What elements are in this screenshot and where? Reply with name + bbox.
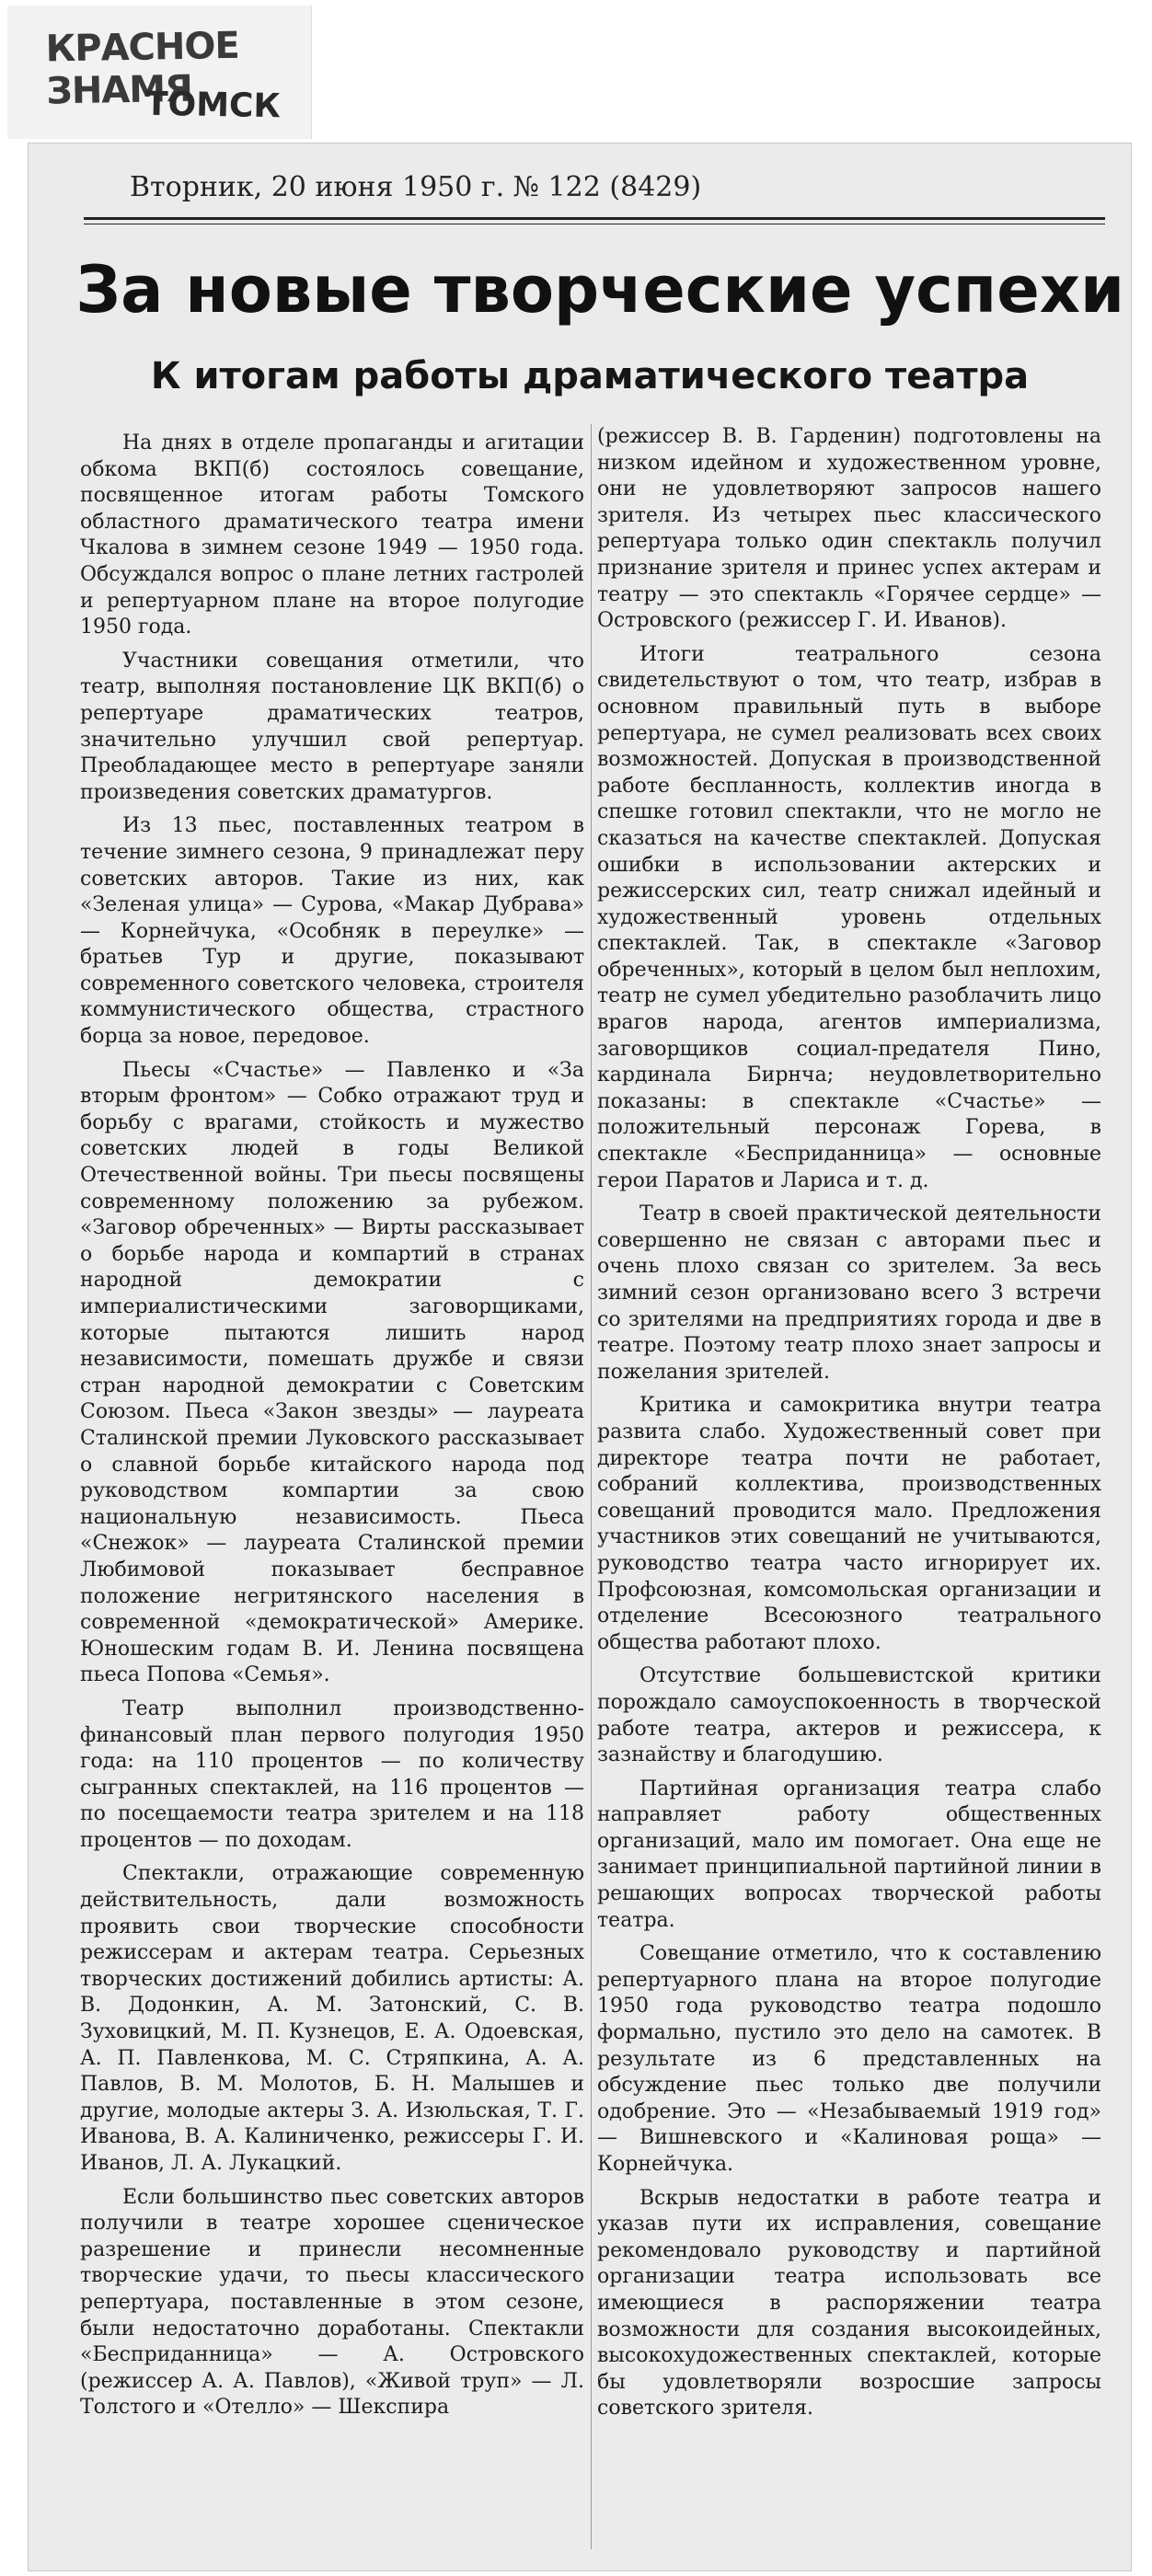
paragraph: Совещание отметило, что к составлению репертуарного плана на второе полугодие 1950 года руководство театра подошло формально, пустило это дело на самотек. В результате из 6 представленных на обсуждение пьес только две получили одобрение. Это — «Незабываемый 1919 год» — Вишневского и «Калиновая роща» — Корнейчука.: [597, 1942, 1101, 2176]
paragraph: Участники совещания отметили, что театр, выполняя постановление ЦК ВКП(б) о репертуаре драматических театров, значительно улучшил свой репертуар. Преобладающее место в репертуаре заняли произведения советских драматургов.: [80, 649, 584, 804]
paragraph: Отсутствие большевистской критики порождало самоуспокоенность в творческой работе театра, актеров и режиссера, к зазнайству и благодушию.: [597, 1664, 1101, 1767]
article-headline: За новые творческие успехи: [75, 252, 1125, 328]
paragraph: Из 13 пьес, поставленных театром в течение зимнего сезона, 9 принадлежат перу советских авторов. Такие из них, как «Зеленая улица» — Сурова, «Макар Дубрава» — Корнейчука, «Особняк в переулке» — братьев Тур и другие, показывают современного советского человека, строителя коммунистического общества, страстного борца за новое, передовое.: [80, 814, 584, 1049]
stamp-newspaper-name: КРАСНОЕ ЗНАМЯ: [45, 24, 240, 113]
newspaper-stamp: [7, 6, 312, 139]
issue-dateline: Вторник, 20 июня 1950 г. № 122 (8429): [130, 171, 702, 203]
paragraph: (режиссер В. В. Гарденин) подготовлены на низком идейном и художественном уровне, они не удовлетворяют запросов нашего зрителя. Из четырех пьес классического репертуара только один спектакль получил признание зрителя и принес успех актерам и театру — это спектакль «Горячее сердце» — Островского (режиссер Г. И. Иванов).: [597, 425, 1101, 633]
paragraph: Партийная организация театра слабо направляет работу общественных организаций, мало им помогает. Она еще не занимает принципиальной партийной линии в решающих вопросах творческой работы театра.: [597, 1777, 1101, 1932]
paragraph: Критика и самокритика внутри театра развита слабо. Художественный совет при директоре театра почти не работает, собраний коллектива, производственных совещаний проводится мало. Предложения участников этих совещаний не учитываются, руководство театра часто игнорирует их. Профсоюзная, комсомольская организации и отделение Всесоюзного театрального общества работают плохо.: [597, 1394, 1101, 1654]
newspaper-clipping: [28, 143, 1132, 2571]
paragraph: Театр выполнил производственно-финансовый план первого полугодия 1950 года: на 110 процентов — по количеству сыгранных спектаклей, на 116 процентов — по посещаемости театра зрителем и на 118 процентов — по доходам.: [80, 1696, 584, 1852]
paragraph: Театр в своей практической деятельности совершенно не связан с авторами пьес и очень плохо связан со зрителем. За весь зимний сезон организовано всего 3 встречи со зрителями на предприятиях города и две в театре. Поэтому театр плохо знает запросы и пожелания зрителей.: [597, 1202, 1101, 1384]
paragraph: Спектакли, отражающие современную действительность, дали возможность проявить свои творческие способности режиссерам и актерам театра. Серьезных творческих достижений добились артисты: А. В. Додонкин, А. М. Затонский, С. В. Зуховицкий, М. П. Кузнецов, Е. А. Одоевская, А. П. Павленкова, М. С. Стряпкина, А. А. Павлов, В. М. Молотов, Б. Н. Малышев и другие, молодые актеры З. А. Изюльская, Т. Г. Иванова, В. А. Калиниченко, режиссеры Г. И. Иванов, Л. А. Лукацкий.: [80, 1862, 584, 2175]
paragraph: Итоги театрального сезона свидетельствуют о том, что театр, избрав в основном правильный путь в выборе репертуара, не сумел реализовать всех своих возможностей. Допуская в производственной работе беспланность, коллектив иногда в спешке готовил спектакли, что не могло не сказаться на качестве спектаклей. Допуская ошибки в использовании актерских и режиссерских сил, театр снижал идейный и художественный уровень отдельных спектаклей. Так, в спектакле «Заговор обреченных», который в целом был неплохим, театр не сумел убедительно разоблачить лицо врагов народа, агентов империализма, заговорщиков социал-предателя Пино, кардинала Бирнча; неудовлетворительно показаны: в спектакле «Счастье» — положительный персонаж Горева, в спектакле «Бесприданница» — основные герои Паратов и Лариса и т. д.: [597, 642, 1101, 1192]
paragraph: На днях в отделе пропаганды и агитации обкома ВКП(б) состоялось совещание, посвященное итогам работы Томского областного драматического театра имени Чкалова в зимнем сезоне 1949 — 1950 года. Обсуждался вопрос о плане летних гастролей и репертуарном плане на второе полугодие 1950 года.: [80, 431, 584, 639]
paragraph: Если большинство пьес советских авторов получили в театре хорошее сценическое разрешение и принесли несомненные творческие удачи, то пьесы классического репертуара, поставленные в этом сезоне, были недостаточно доработаны. Спектакли «Бесприданница» — А. Островского (режиссер А. А. Павлов), «Живой труп» — Л. Толстого и «Отелло» — Шекспира: [80, 2185, 584, 2420]
article-column-left: [80, 431, 584, 2429]
paragraph: Вскрыв недостатки в работе театра и указав пути их исправления, совещание рекомендовало руководству и партийной организации театра использовать все имеющиеся в распоряжении театра возможности для создания высокоидейных, высокохудожественных спектаклей, которые бы удовлетворяли возросшие запросы советского зрителя.: [597, 2186, 1101, 2421]
stamp-city: ТОМСК: [144, 85, 282, 126]
column-divider: [591, 424, 592, 2549]
article-column-right: [597, 424, 1101, 2430]
paragraph: Пьесы «Счастье» — Павленко и «За вторым фронтом» — Собко отражают труд и борьбу с врагами, стойкость и мужество советских людей в годы Великой Отечественной войны. Три пьесы посвящены современному положению за рубежом. «Заговор обреченных» — Вирты рассказывает о борьбе народа и компартий в странах народной демократии с империалистическими заговорщиками, которые пытаются лишить народ независимости, помешать дружбе и связи стран народной демократии с Советским Союзом. Пьеса «Закон звезды» — лауреата Сталинской премии Луковского рассказывает о славной борьбе китайского народа под руководством компартии за свою национальную независимость. Пьеса «Снежок» — лауреата Сталинской премии Любимовой показывает бесправное положение негритянского населения в современной «демократической» Америке. Юношеским годам В. И. Ленина посвящена пьеса Попова «Семья».: [80, 1058, 584, 1687]
article-subheadline: К итогам работы драматического театра: [150, 355, 1030, 397]
header-rule: [84, 217, 1105, 220]
